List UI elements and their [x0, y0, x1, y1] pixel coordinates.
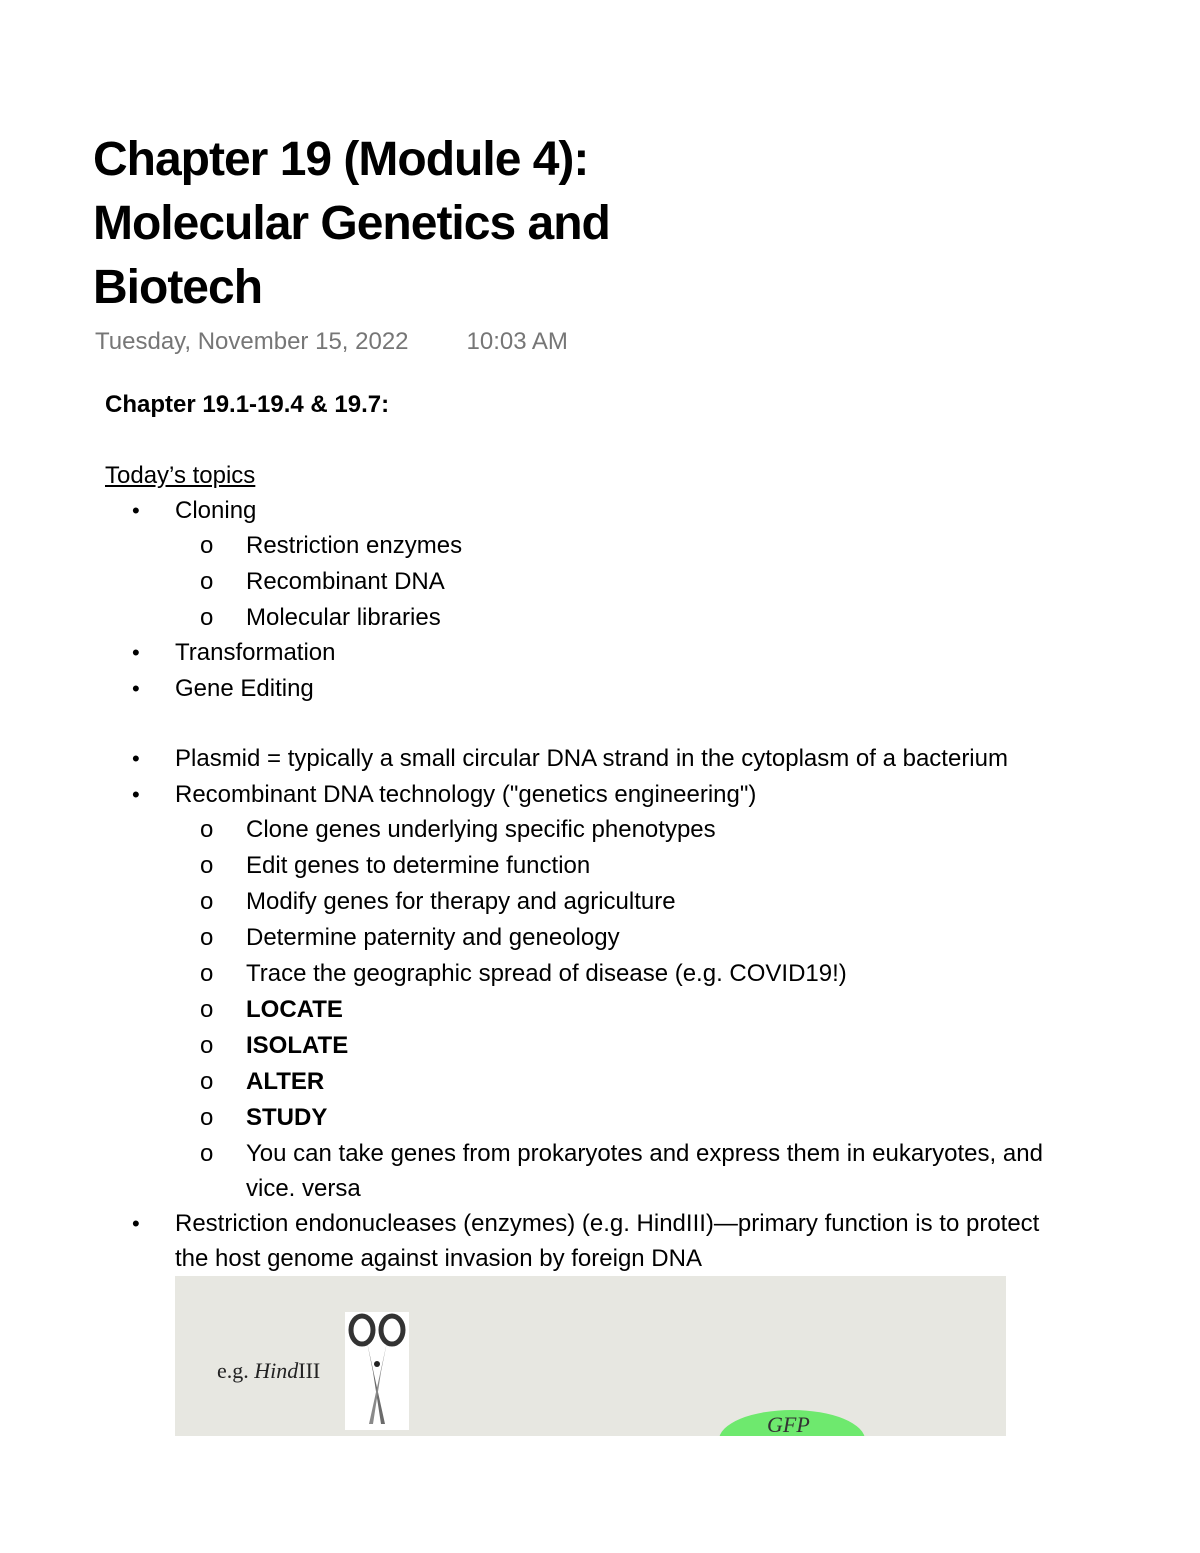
- bullet-marker: •: [132, 498, 140, 523]
- list-item-cloning: Cloning: [175, 497, 257, 524]
- sub-bullet-marker: o: [200, 604, 214, 631]
- list-item-trace-disease: Trace the geographic spread of disease (e.g. COVID19!): [246, 960, 847, 987]
- sub-bullet-marker: o: [200, 816, 214, 843]
- sub-bullet-marker: o: [200, 568, 214, 595]
- figure-label-prefix: e.g.: [217, 1358, 255, 1383]
- list-item-study: STUDY: [246, 1104, 328, 1131]
- sub-bullet-marker: o: [200, 996, 214, 1023]
- list-item-plasmid: Plasmid = typically a small circular DNA strand in the cytoplasm of a bacterium: [175, 745, 1008, 772]
- page-title: Chapter 19 (Module 4): Molecular Genetics and Biotech: [93, 133, 610, 314]
- note-meta: [95, 326, 568, 358]
- topics-label: Today’s topics: [105, 462, 256, 489]
- list-item-prokaryotes-cont: vice. versa: [246, 1175, 361, 1202]
- list-item-modify-genes: Modify genes for therapy and agriculture: [246, 888, 676, 915]
- list-item-transformation: Transformation: [175, 639, 336, 666]
- sub-bullet-marker: o: [200, 852, 214, 879]
- bullet-marker: •: [132, 640, 140, 665]
- figure-label-suffix: III: [298, 1358, 321, 1383]
- list-item-molecular-libraries: Molecular libraries: [246, 604, 441, 631]
- sub-bullet-marker: o: [200, 1032, 214, 1059]
- sub-bullet-marker: o: [200, 888, 214, 915]
- note-time: 10:03 AM: [466, 328, 568, 355]
- list-item-recombinant-dna: Recombinant DNA: [246, 568, 445, 595]
- bullet-marker: •: [132, 1211, 140, 1236]
- list-item-alter: ALTER: [246, 1068, 325, 1095]
- sub-bullet-marker: o: [200, 1104, 214, 1131]
- list-item-restriction-endonucleases: Restriction endonucleases (enzymes) (e.g. HindIII)—primary function is to protect: [175, 1210, 1040, 1237]
- bullet-marker: •: [132, 676, 140, 701]
- sub-bullet-marker: o: [200, 960, 214, 987]
- list-item-gene-editing: Gene Editing: [175, 675, 314, 702]
- bullet-marker: •: [132, 746, 140, 771]
- section-heading: Chapter 19.1-19.4 & 19.7:: [105, 391, 390, 418]
- list-item-isolate: ISOLATE: [246, 1032, 349, 1059]
- list-item-locate: LOCATE: [246, 996, 343, 1023]
- list-item-edit-genes: Edit genes to determine function: [246, 852, 591, 879]
- sub-bullet-marker: o: [200, 924, 214, 951]
- list-item-recombinant-technology: Recombinant DNA technology ("genetics engineering"): [175, 781, 757, 808]
- list-item-prokaryotes: You can take genes from prokaryotes and express them in eukaryotes, and: [246, 1140, 1043, 1167]
- sub-bullet-marker: o: [200, 1068, 214, 1095]
- sub-bullet-marker: o: [200, 532, 214, 559]
- gfp-label: GFP: [767, 1412, 810, 1436]
- figure-label: [217, 1358, 320, 1384]
- bullet-marker: •: [132, 782, 140, 807]
- list-item-restriction-enzymes: Restriction enzymes: [246, 532, 463, 559]
- sub-bullet-marker: o: [200, 1140, 214, 1167]
- list-item-clone-genes: Clone genes underlying specific phenotypes: [246, 816, 716, 843]
- list-item-paternity: Determine paternity and geneology: [246, 924, 620, 951]
- figure-label-enzyme: Hind: [254, 1358, 299, 1383]
- note-date: Tuesday, November 15, 2022: [95, 328, 409, 355]
- scissors-icon: [345, 1312, 409, 1430]
- list-item-restriction-endonucleases-cont: the host genome against invasion by foreign DNA: [175, 1245, 702, 1272]
- hindiii-figure: [175, 1276, 1006, 1436]
